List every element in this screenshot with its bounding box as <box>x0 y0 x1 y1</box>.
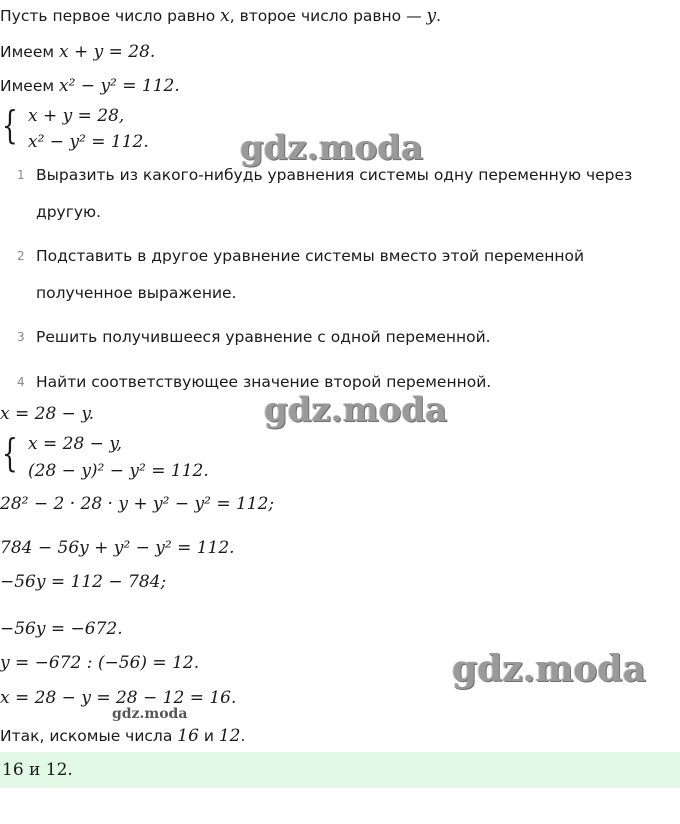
conclusion-number-1: 16 <box>177 726 199 746</box>
solution-line-3: −56y = 112 − 784; <box>0 572 167 592</box>
watermark-1: gdz.moda <box>240 128 424 168</box>
intro-text-1b: , второе число равно — <box>229 7 427 25</box>
step-2-number: 2 <box>17 249 25 263</box>
solution-line-2: 784 − 56y + y² − y² = 112. <box>0 538 235 558</box>
intro-text-3: Имеем <box>0 77 59 95</box>
solution-line-4: −56y = −672. <box>0 619 123 639</box>
step-4-text: Найти соответствующее значение второй переменной. <box>36 373 492 391</box>
step-3-text: Решить получившееся уравнение с одной переменной. <box>36 328 491 346</box>
conclusion-number-2: 12 <box>218 726 241 746</box>
step-4-number: 4 <box>17 375 25 389</box>
solution-line-5: y = −672 : (−56) = 12. <box>0 653 200 673</box>
system2-eq2: (28 − y)² − y² = 112. <box>28 461 209 481</box>
watermark-4: gdz.moda <box>112 706 188 722</box>
system1-eq2: x² − y² = 112. <box>28 132 149 152</box>
solution-line-1: 28² − 2 · 28 · y + y² − y² = 112; <box>0 494 275 514</box>
step-3-number: 3 <box>17 330 25 344</box>
intro-text-1: Пусть первое число равно <box>0 7 221 25</box>
system1-eq1: x + y = 28, <box>28 106 125 126</box>
solution-line-6: x = 28 − y = 28 − 12 = 16. <box>0 688 237 708</box>
system-brace-1: { <box>2 103 18 147</box>
system-brace-2: { <box>2 431 18 475</box>
watermark-2: gdz.moda <box>264 390 448 430</box>
intro-line-2 <box>0 42 155 62</box>
intro-line-3 <box>0 76 180 96</box>
intro-text-1c: . <box>436 7 442 25</box>
system2-eq1: x = 28 − y, <box>28 434 123 454</box>
conclusion-mid: и <box>198 727 219 745</box>
answer-text: 16 и 12. <box>2 760 73 780</box>
equation-sum: x + y = 28. <box>58 42 156 62</box>
step-1-text: Выразить из какого-нибудь уравнения системы одну переменную через другую. <box>36 166 633 221</box>
intro-line-1 <box>0 6 441 26</box>
conclusion-text: Итак, искомые числа <box>0 727 178 745</box>
conclusion-line <box>0 726 245 746</box>
conclusion-end: . <box>240 727 246 745</box>
solution-express-x: x = 28 − y. <box>0 404 95 424</box>
step-1-number: 1 <box>17 168 25 182</box>
intro-text-2: Имеем <box>0 43 59 61</box>
var-x: x <box>220 6 230 26</box>
equation-squares: x² − y² = 112. <box>58 76 180 96</box>
step-2-text: Подставить в другое уравнение системы вместо этой переменной полученное выражение. <box>36 247 585 302</box>
answer-box <box>0 752 680 788</box>
watermark-3: gdz.moda <box>452 648 646 690</box>
var-y: y <box>426 6 437 26</box>
